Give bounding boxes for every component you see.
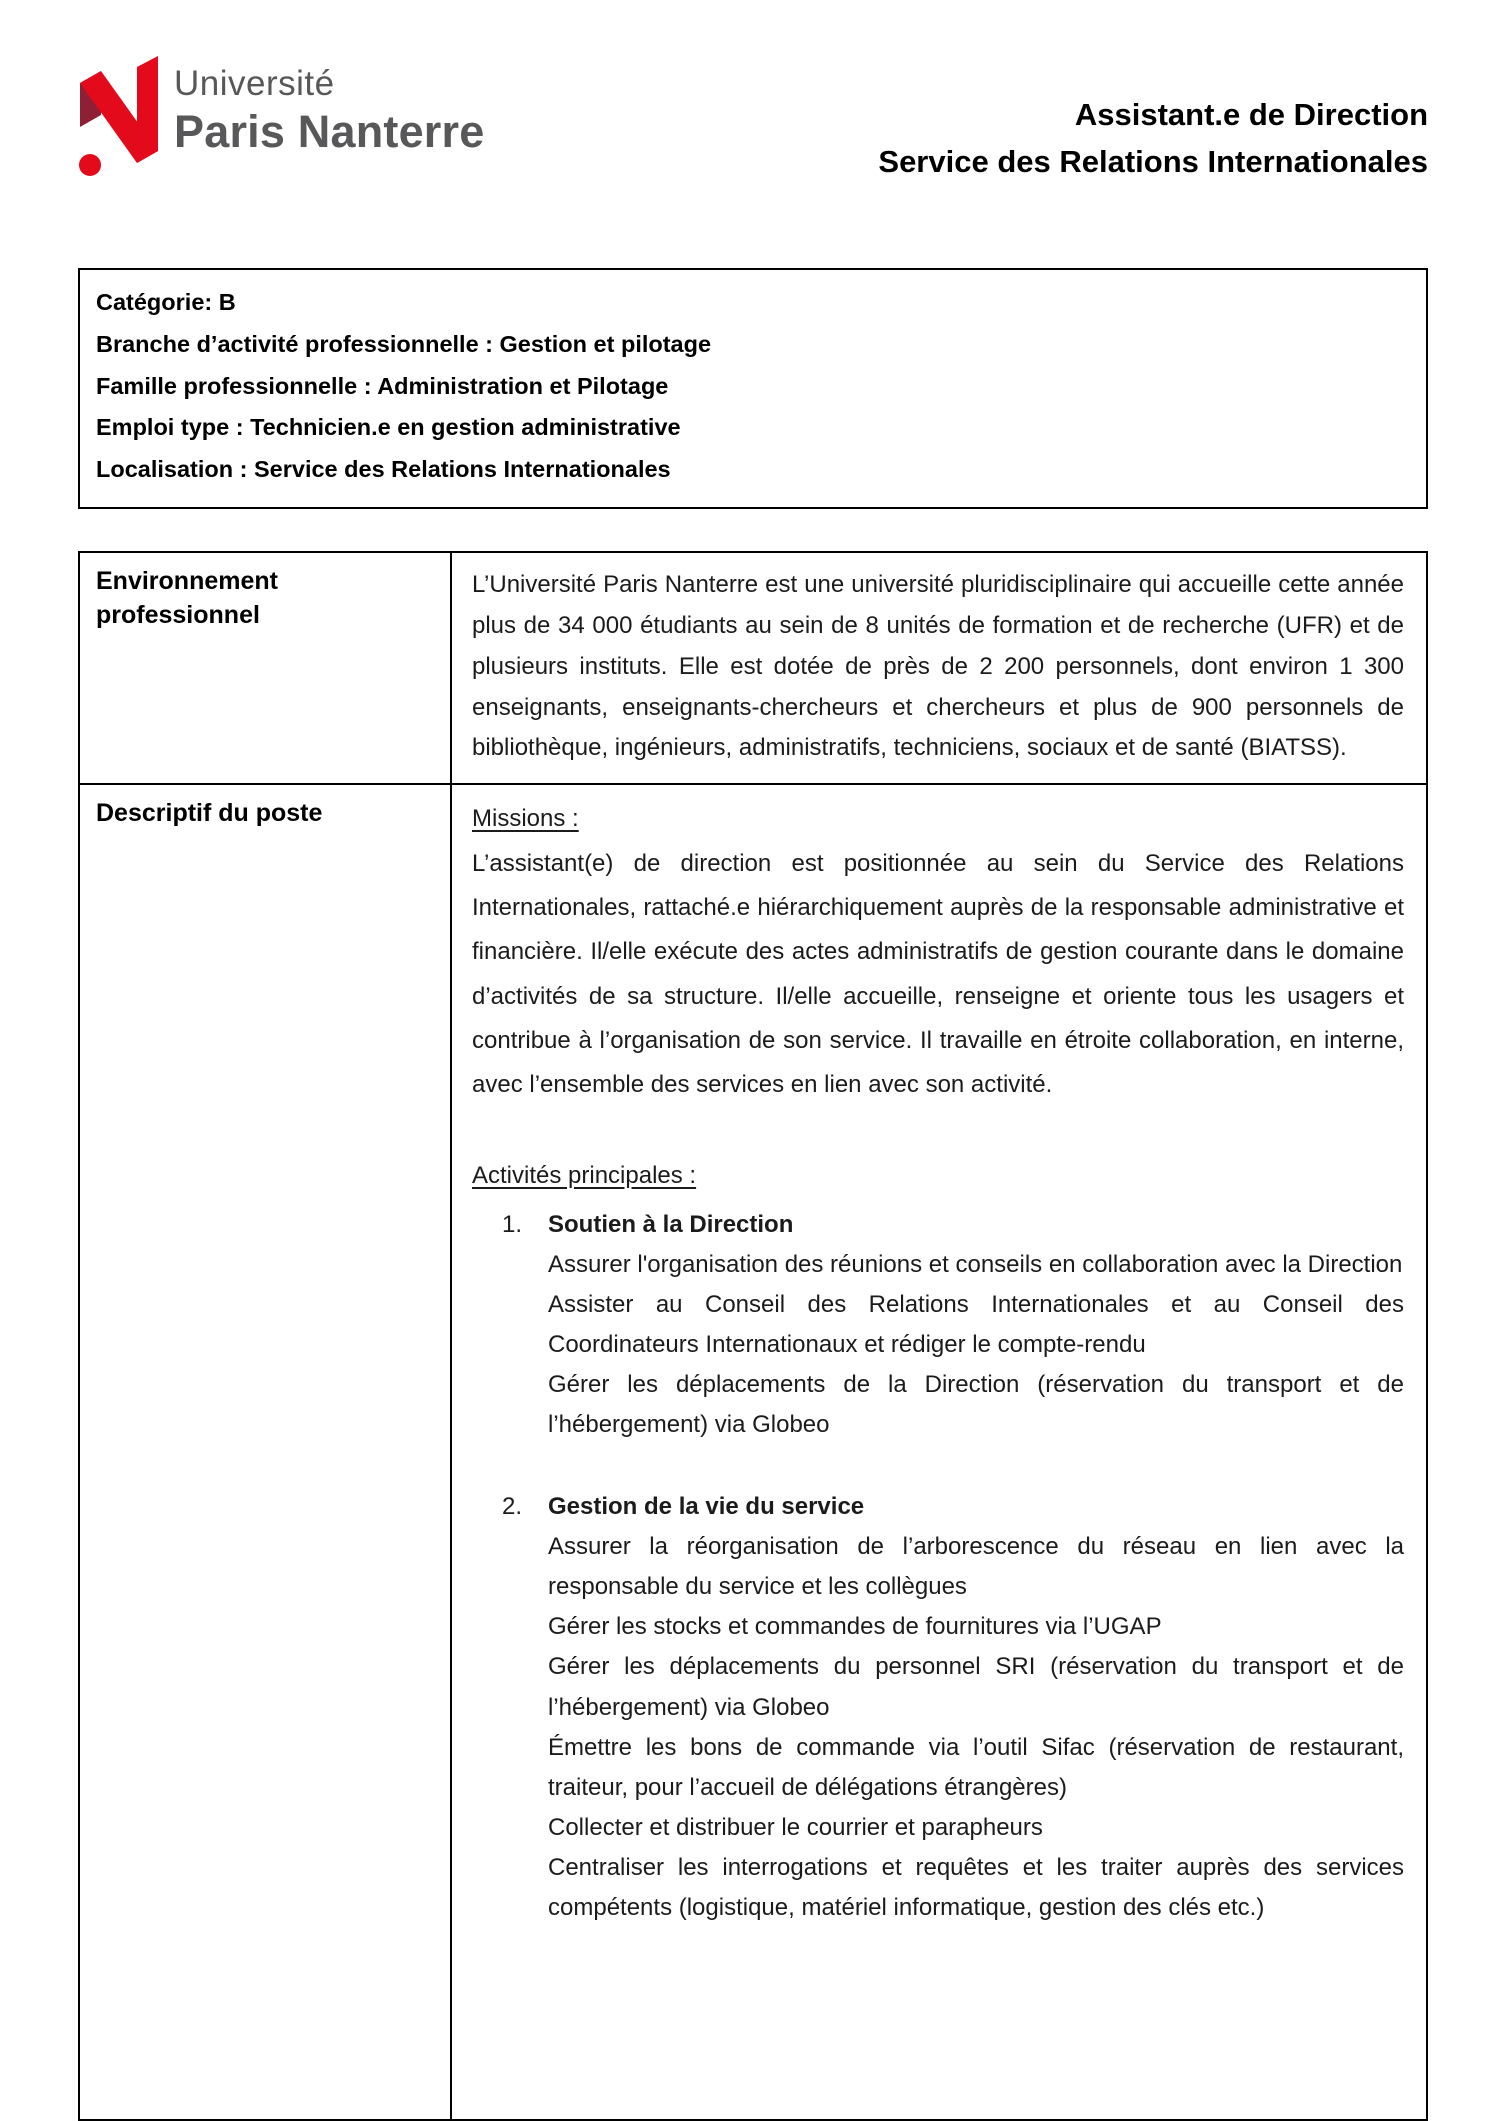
activity-group-gestion-vie-service	[502, 1487, 1404, 1928]
document-title-line1: Assistant.e de Direction	[1074, 97, 1428, 132]
activity-name: Soutien à la Direction	[548, 1210, 794, 1238]
missions-heading: Missions :	[472, 805, 579, 833]
row-header-descriptif: Descriptif du poste	[80, 785, 452, 2119]
activity-item: Assurer la réorganisation de l’arborescence du réseau en lien avec la responsable du service et les collègues	[548, 1533, 1404, 1601]
details-table	[78, 551, 1428, 2121]
environnement-cell	[452, 553, 1426, 783]
environnement-text: L’Université Paris Nanterre est une université pluridisciplinaire qui accueille cette année plus de 34 000 étudiants au sein de 8 unités de formation et de recherche (UFR) et de plusieurs instituts. Elle est dotée de près de 2 200 personnels, dont environ 1 300 enseignants, enseignants-chercheurs et chercheurs et plus de 900 personnels de bibliothèque, ingénieurs, administratifs, techniciens, sociaux et de santé (BIATSS).	[472, 571, 1404, 762]
info-line-branche: Branche d’activité professionnelle : Gestion et pilotage	[96, 330, 712, 357]
activity-item: Collecter et distribuer le courrier et parapheurs	[548, 1813, 1043, 1841]
job-info-box	[78, 268, 1428, 509]
activity-title	[502, 1205, 1404, 1245]
activity-item: Émettre les bons de commande via l’outil Sifac (réservation de restaurant, traiteur, pour l’accueil de délégations étrangères)	[548, 1733, 1404, 1801]
activity-item: Centraliser les interrogations et requêtes et les traiter auprès des services compétents (logistique, matériel informatique, gestion des clés etc.)	[548, 1853, 1404, 1921]
university-logo-n-icon	[78, 56, 158, 183]
document-title-line2: Service des Relations Internationales	[878, 143, 1428, 179]
activity-title	[502, 1487, 1404, 1527]
row-header-environnement: Environnement professionnel	[80, 553, 452, 783]
activities-heading: Activités principales :	[472, 1161, 697, 1189]
info-line-emploi-type: Emploi type : Technicien.e en gestion administrative	[96, 414, 681, 441]
document-header	[78, 52, 1428, 230]
descriptif-cell	[452, 785, 1426, 2119]
missions-text: L’assistant(e) de direction est positionnée au sein du Service des Relations Internationales, rattaché.e hiérarchiquement auprès de la responsable administrative et financière. Il/elle exécute des actes administratifs de gestion courante dans le domaine d’activités de sa structure. Il/elle accueille, renseigne et oriente tous les usagers et contribue à l’organisation de son service. Il travaille en étroite collaboration, en interne, avec l’ensemble des services en lien avec son activité.	[472, 849, 1404, 1099]
activity-item: Gérer les déplacements de la Direction (réservation du transport et de l’hébergement) via Globeo	[548, 1370, 1404, 1439]
table-row-environnement	[80, 553, 1426, 783]
activity-item: Gérer les déplacements du personnel SRI (réservation du transport et de l’hébergement) via Globeo	[548, 1653, 1404, 1721]
activity-item: Gérer les stocks et commandes de fournitures via l’UGAP	[548, 1613, 1162, 1641]
table-row-descriptif	[80, 783, 1426, 2119]
info-line-famille: Famille professionnelle : Administration et Pilotage	[96, 372, 669, 399]
activity-number: 1.	[502, 1210, 523, 1238]
logo-text-paris-nanterre: Paris Nanterre	[174, 106, 485, 157]
activity-name: Gestion de la vie du service	[548, 1493, 865, 1521]
document-title	[878, 52, 1428, 185]
activity-item: Assurer l'organisation des réunions et conseils en collaboration avec la Direction	[548, 1250, 1403, 1278]
activity-item: Assister au Conseil des Relations Internationales et au Conseil des Coordinateurs Internationaux et rédiger le compte-rendu	[548, 1290, 1404, 1358]
activity-group-soutien-direction	[502, 1205, 1404, 1445]
logo-text-universite: Université	[174, 64, 335, 103]
info-line-categorie: Catégorie: B	[96, 289, 236, 315]
university-logo-text	[174, 56, 484, 158]
university-logo	[78, 52, 484, 183]
activity-number: 2.	[502, 1493, 523, 1521]
info-line-localisation: Localisation : Service des Relations Internationales	[96, 456, 671, 483]
